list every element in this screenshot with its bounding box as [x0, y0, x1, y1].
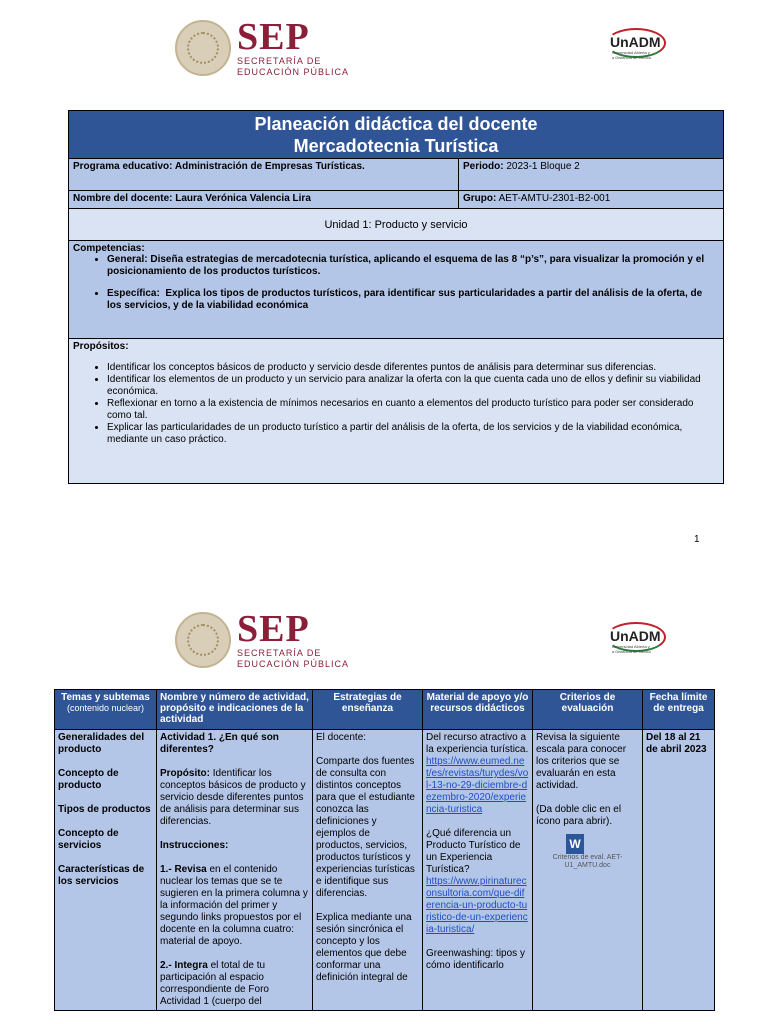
- unadm-sub2: a Distancia de México: [612, 649, 652, 654]
- tema-item: Características de los servicios: [58, 864, 145, 887]
- tema-item: Concepto de servicios: [58, 828, 119, 851]
- programa-label: Programa educativo:: [73, 161, 173, 172]
- sep-wordmark: SEP: [237, 16, 310, 58]
- unadm-sub2: a Distancia de México: [612, 55, 652, 60]
- periodo-label: Periodo:: [463, 161, 504, 172]
- activity-row: [55, 730, 715, 1011]
- programa-cell: [69, 159, 459, 190]
- periodo-value: 2023-1 Bloque 2: [506, 161, 580, 172]
- instruccion-1: [160, 864, 309, 948]
- planning-title: [69, 111, 723, 159]
- criterios-text: Revisa la siguiente escala para conocer los criterios que se evaluarán en esta actividad.: [536, 732, 627, 791]
- mexico-seal-logo: [175, 20, 231, 76]
- word-icon-caption: Criterios de eval. AET-U1_AMTU.doc: [552, 854, 623, 869]
- header-fecha: Fecha límite de entrega: [643, 690, 715, 730]
- estrategias-text: Explica mediante una sesión sincrónica el concepto y los elementos que debe conformar una definición integral de: [316, 912, 412, 983]
- material-text: Greenwashing: tipos y cómo identificarlo: [426, 948, 525, 971]
- inst1-text: en el contenido nuclear los temas que se te sugieren en la primera columna y la información del primer y segundo links propuestos por el docente en la columna cuatro: material de apoyo.: [160, 864, 308, 947]
- especifica-text: Explica los tipos de productos turísticos, para identificar sus particularidades a partir del análisis de la oferta, de los servicios, y de la viabilidad económica: [107, 288, 703, 311]
- sep-line1: SECRETARÍA DE: [237, 648, 322, 658]
- instrucciones-label: Instrucciones:: [160, 840, 229, 851]
- tema-item: Tipos de productos: [58, 804, 151, 815]
- proposito-text: Identificar los conceptos básicos de producto y servicio desde diferentes puntos de análisis para determinar sus diferencias.: [160, 768, 306, 827]
- competencias-label: Competencias:: [73, 243, 145, 254]
- activities-table: [54, 689, 715, 1011]
- grupo-cell: [459, 191, 723, 208]
- docente-label: Nombre del docente:: [73, 193, 173, 204]
- header-nombre: Nombre y número de actividad, propósito e indicaciones de la actividad: [157, 690, 313, 730]
- docente-cell: [69, 191, 459, 208]
- proposito-item: • Identificar los conceptos básicos de producto y servicio desde diferentes puntos de análisis para determinar sus diferencias.: [107, 362, 719, 374]
- docente-row: [69, 191, 723, 209]
- unadm-logo: [604, 28, 668, 62]
- programa-value: Administración de Empresas Turísticas.: [174, 161, 365, 172]
- instruccion-2: [160, 960, 309, 1008]
- sep-line2: EDUCACIÓN PÚBLICA: [237, 67, 350, 77]
- grupo-label: Grupo:: [463, 193, 497, 204]
- header-criterios: Criterios de evaluación: [533, 690, 643, 730]
- sep-wordmark: SEP: [237, 608, 310, 650]
- propositos-label: Propósitos:: [73, 341, 129, 352]
- sep-line1: SECRETARÍA DE: [237, 56, 322, 66]
- competencias-row: [69, 241, 723, 339]
- criterios-text: (Da doble clic en el ícono para abrir).: [536, 804, 622, 827]
- actividad-title: Actividad 1. ¿En qué son diferentes?: [160, 732, 279, 755]
- sep-line2: EDUCACIÓN PÚBLICA: [237, 659, 350, 669]
- header-material: Material de apoyo y/o recursos didácticos: [423, 690, 533, 730]
- competencia-general: [107, 254, 719, 278]
- estrategias-text: Comparte dos fuentes de consulta con distintos conceptos para que el estudiante conozca las definiciones y ejemplos de productos, servicios, productos turísticos y experiencias turísticas e identifique sus diferencias.: [316, 756, 415, 899]
- word-document-icon[interactable]: W: [566, 834, 584, 854]
- proposito-item: • Identificar los elementos de un producto y un servicio para analizar la oferta con la que cuenta cada uno de ellos y definir su viabilidad económica.: [107, 374, 719, 398]
- tema-item: Generalidades del producto: [58, 732, 145, 755]
- inst2-bold: 2.- Integra: [160, 960, 208, 971]
- general-label: General:: [107, 254, 148, 265]
- general-text: Diseña estrategias de mercadotecnia turística, aplicando el esquema de las 8 “p’s”, para visualizar la promoción y el posicionamiento de los productos turísticos.: [107, 254, 705, 277]
- sep-logo: [237, 18, 349, 78]
- material-text: ¿Qué diferencia un Producto Turístico de un Experiencia Turística?: [426, 828, 521, 875]
- proposito-item: • Explicar las particularidades de un producto turístico a partir del análisis de la oferta, de los servicios y de la viabilidad económica, mediante un caso práctico.: [107, 422, 719, 446]
- unadm-sub1: Universidad Abierta y: [612, 50, 650, 55]
- inst2-text: el total de tu participación al espacio correspondiente de Foro Actividad 1 (cuerpo del: [160, 960, 269, 1007]
- grupo-value: AET-AMTU-2301-B2-001: [498, 193, 611, 204]
- programa-row: [69, 159, 723, 191]
- title-line1: Planeación didáctica del docente: [254, 114, 538, 134]
- fecha-cell: Del 18 al 21 de abril 2023: [643, 730, 715, 1011]
- unadm-wordmark: UnADM: [610, 34, 661, 50]
- unidad-title: Unidad 1: Producto y servicio: [324, 218, 468, 231]
- competencia-especifica: [107, 288, 719, 312]
- proposito-block: [160, 768, 309, 828]
- docente-value: Laura Verónica Valencia Lira: [175, 193, 311, 204]
- header-row: [55, 690, 715, 730]
- criterios-cell: [533, 730, 643, 1011]
- unidad-row: [69, 209, 723, 241]
- actividad-cell: [157, 730, 313, 1011]
- especifica-label: Específica:: [107, 288, 160, 299]
- unadm-logo: [604, 622, 668, 656]
- header-temas: [55, 690, 157, 730]
- page-number: 1: [694, 534, 700, 545]
- planning-table: [68, 110, 724, 484]
- unadm-wordmark: UnADM: [610, 628, 661, 644]
- estrategias-cell: [313, 730, 423, 1011]
- header-temas-label: Temas y subtemas: [61, 692, 150, 703]
- material-link-2[interactable]: https://www.pirinatureconsultoria.com/que-diferencia-un-producto-turistico-de-un-experiencia-turistica/: [426, 876, 528, 935]
- proposito-item: • Reflexionar en torno a la existencia de mínimos necesarios en cuanto a elementos del producto turístico para poder ser considerado como tal.: [107, 398, 719, 422]
- header-estrategias: Estrategias de enseñanza: [313, 690, 423, 730]
- propositos-row: [69, 339, 723, 483]
- proposito-label: Propósito:: [160, 768, 210, 779]
- temas-cell: [55, 730, 157, 1011]
- mexico-seal-logo: [175, 612, 231, 668]
- material-cell: [423, 730, 533, 1011]
- estrategias-text: El docente:: [316, 732, 367, 743]
- tema-item: Concepto de producto: [58, 768, 119, 791]
- inst1-bold: 1.- Revisa: [160, 864, 207, 875]
- header-temas-sub: (contenido nuclear): [66, 703, 145, 713]
- unadm-sub1: Universidad Abierta y: [612, 644, 650, 649]
- periodo-cell: [459, 159, 723, 190]
- material-link-1[interactable]: https://www.eumed.net/es/revistas/turydes/vol-13-no-29-diciembre-dezembro-2020/experiencia-turistica: [426, 756, 529, 815]
- sep-logo: [237, 610, 349, 670]
- material-text: Del recurso atractivo a la experiencia turística.: [426, 732, 529, 755]
- title-line2: Mercadotecnia Turística: [293, 136, 499, 156]
